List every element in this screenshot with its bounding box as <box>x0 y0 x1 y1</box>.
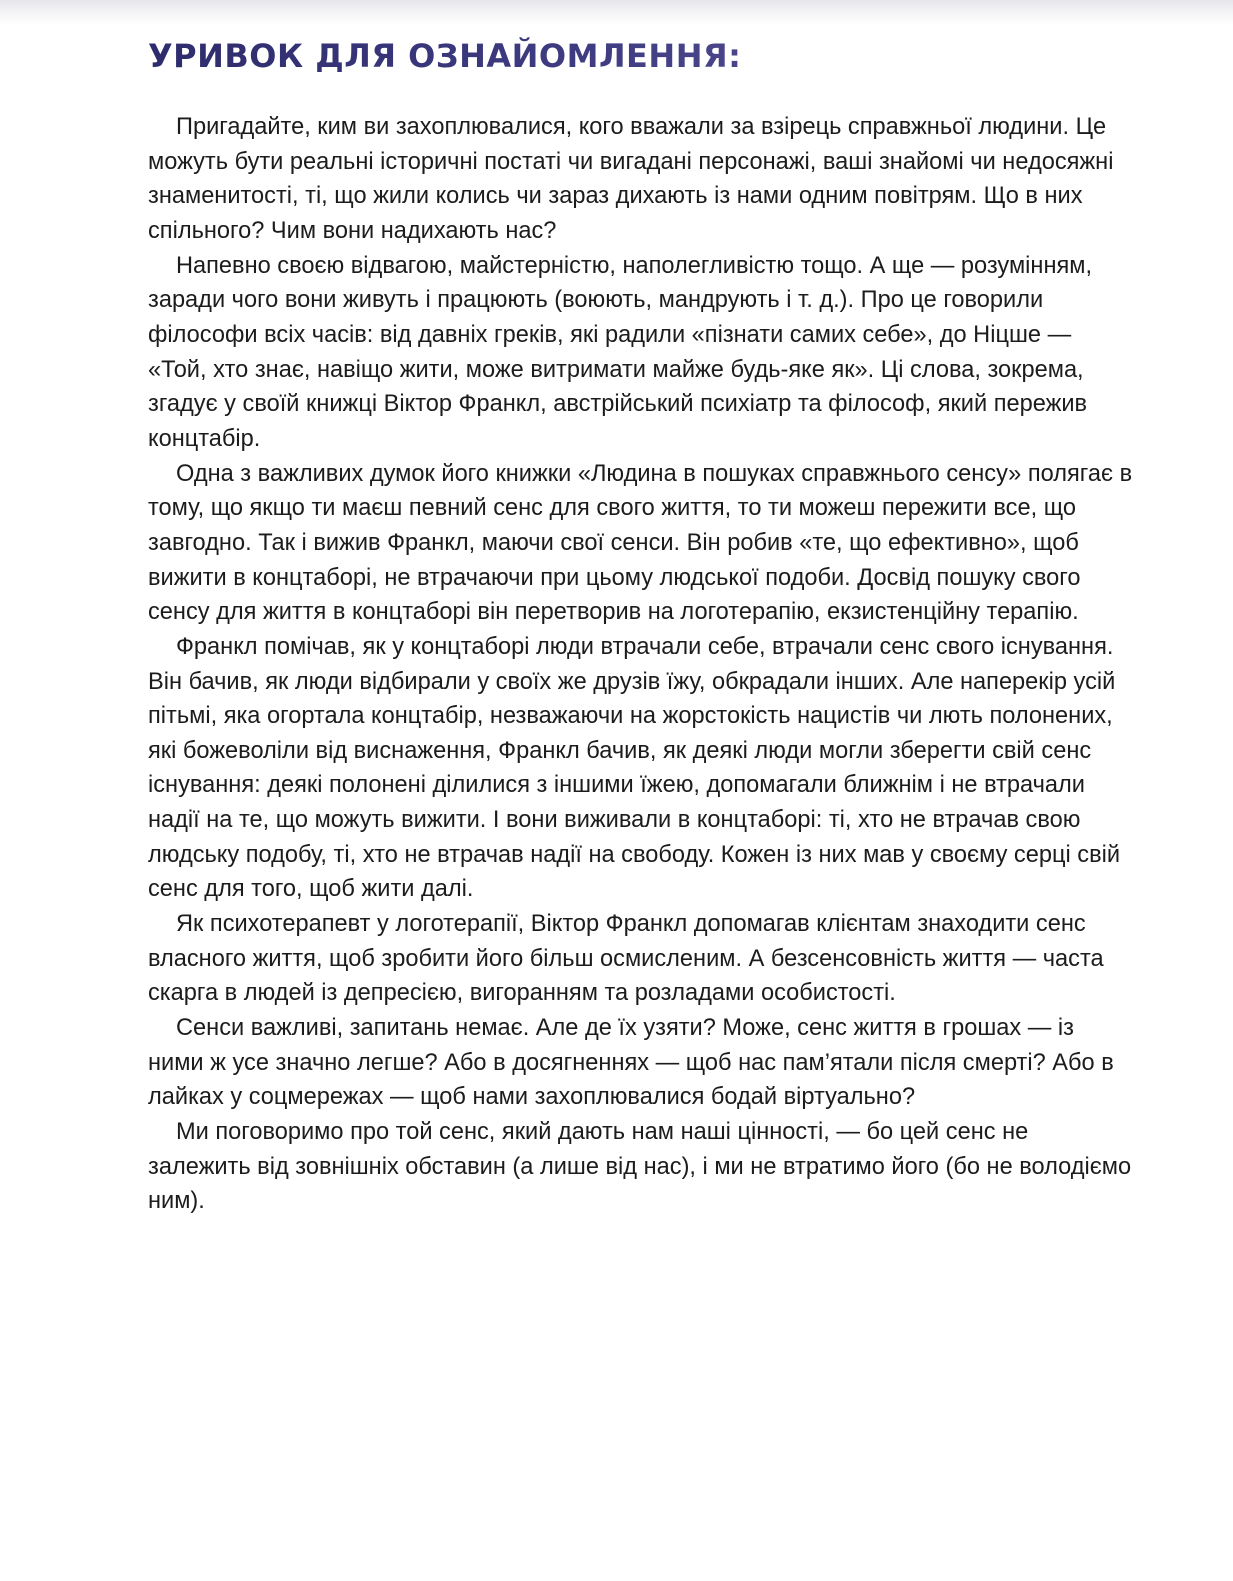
page-title: УРИВОК ДЛЯ ОЗНАЙОМЛЕННЯ: <box>148 36 1133 76</box>
paragraph-4: Франкл помічав, як у концтаборі люди втрачали себе, втрачали сенс свого існування. Він бачив, як люди відбирали у своїх же друзів їжу, обкрадали інших. Але наперекір усій пітьмі, яка огортала концтабір, незважаючи на жорстокість нацистів чи лють полонених, які божеволіли від виснаження, Франкл бачив, як деякі люди могли зберегти свій сенс існування: деякі полонені ділилися з іншими їжею, допомагали ближнім і не втрачали надії на те, що можуть вижити. І вони виживали в концтаборі: ті, хто не втрачав свою людську подобу, ті, хто не втрачав надії на свободу. Кожен із них мав у своєму серці свій сенс для того, щоб жити далі. <box>148 633 1121 903</box>
paragraph-3: Одна з важливих думок його книжки «Людина в пошуках справжнього сенсу» полягає в тому, що якщо ти маєш певний сенс для свого життя, то ти можеш пережити все, що завгодно. Так і вижив Франкл, маючи свої сенси. Він робив «те, що ефективно», щоб вижити в концтаборі, не втрачаючи при цьому людської подоби. Досвід пошуку свого сенсу для життя в концтаборі він перетворив на логотерапію, екзистенційну терапію. <box>148 460 1133 626</box>
paragraph-5: Як психотерапевт у логотерапії, Віктор Франкл допомагав клієнтам знаходити сенс власного життя, щоб зробити його більш осмисленим. А безсенсовність життя — часта скарга в людей із депресією, вигоранням та розладами особистості. <box>148 911 1104 1007</box>
paragraph-2: Напевно своєю відвагою, майстерністю, наполегливістю тощо. А ще — розумінням, заради чого вони живуть і працюють (воюють, мандрують і т. д.). Про це говорили філософи всіх часів: від давніх греків, які радили «пізнати самих себе», до Ніцше — «Той, хто знає, навіщо жити, може витримати майже будь-яке як». Ці слова, зокрема, згадує у своїй книжці Віктор Франкл, австрійський психіатр та філософ, який пережив концтабір. <box>148 252 1093 452</box>
top-edge-shadow <box>0 0 1233 26</box>
paragraph-7: Ми поговоримо про той сенс, який дають нам наші цінності, — бо цей сенс не залежить від зовнішніх обставин (а лише від нас), і ми не втратимо його (бо не володіємо ним). <box>148 1119 1132 1215</box>
paragraph-6: Сенси важливі, запитань немає. Але де їх узяти? Може, сенс життя в грошах — із ними ж усе значно легше? Або в досягненнях — щоб нас пам’ятали після смерті? Або в лайках у соцмережах — щоб нами захоплювалися бодай віртуально? <box>148 1015 1114 1111</box>
excerpt-page <box>148 36 1133 1219</box>
paragraph-1: Пригадайте, ким ви захоплювалися, кого вважали за взірець справжньої людини. Це можуть бути реальні історичні постаті чи вигадані персонажі, ваші знайомі чи недосяжні знаменитості, ті, що жили колись чи зараз дихають із нами одним повітрям. Що в них спільного? Чим вони надихають нас? <box>148 114 1114 244</box>
